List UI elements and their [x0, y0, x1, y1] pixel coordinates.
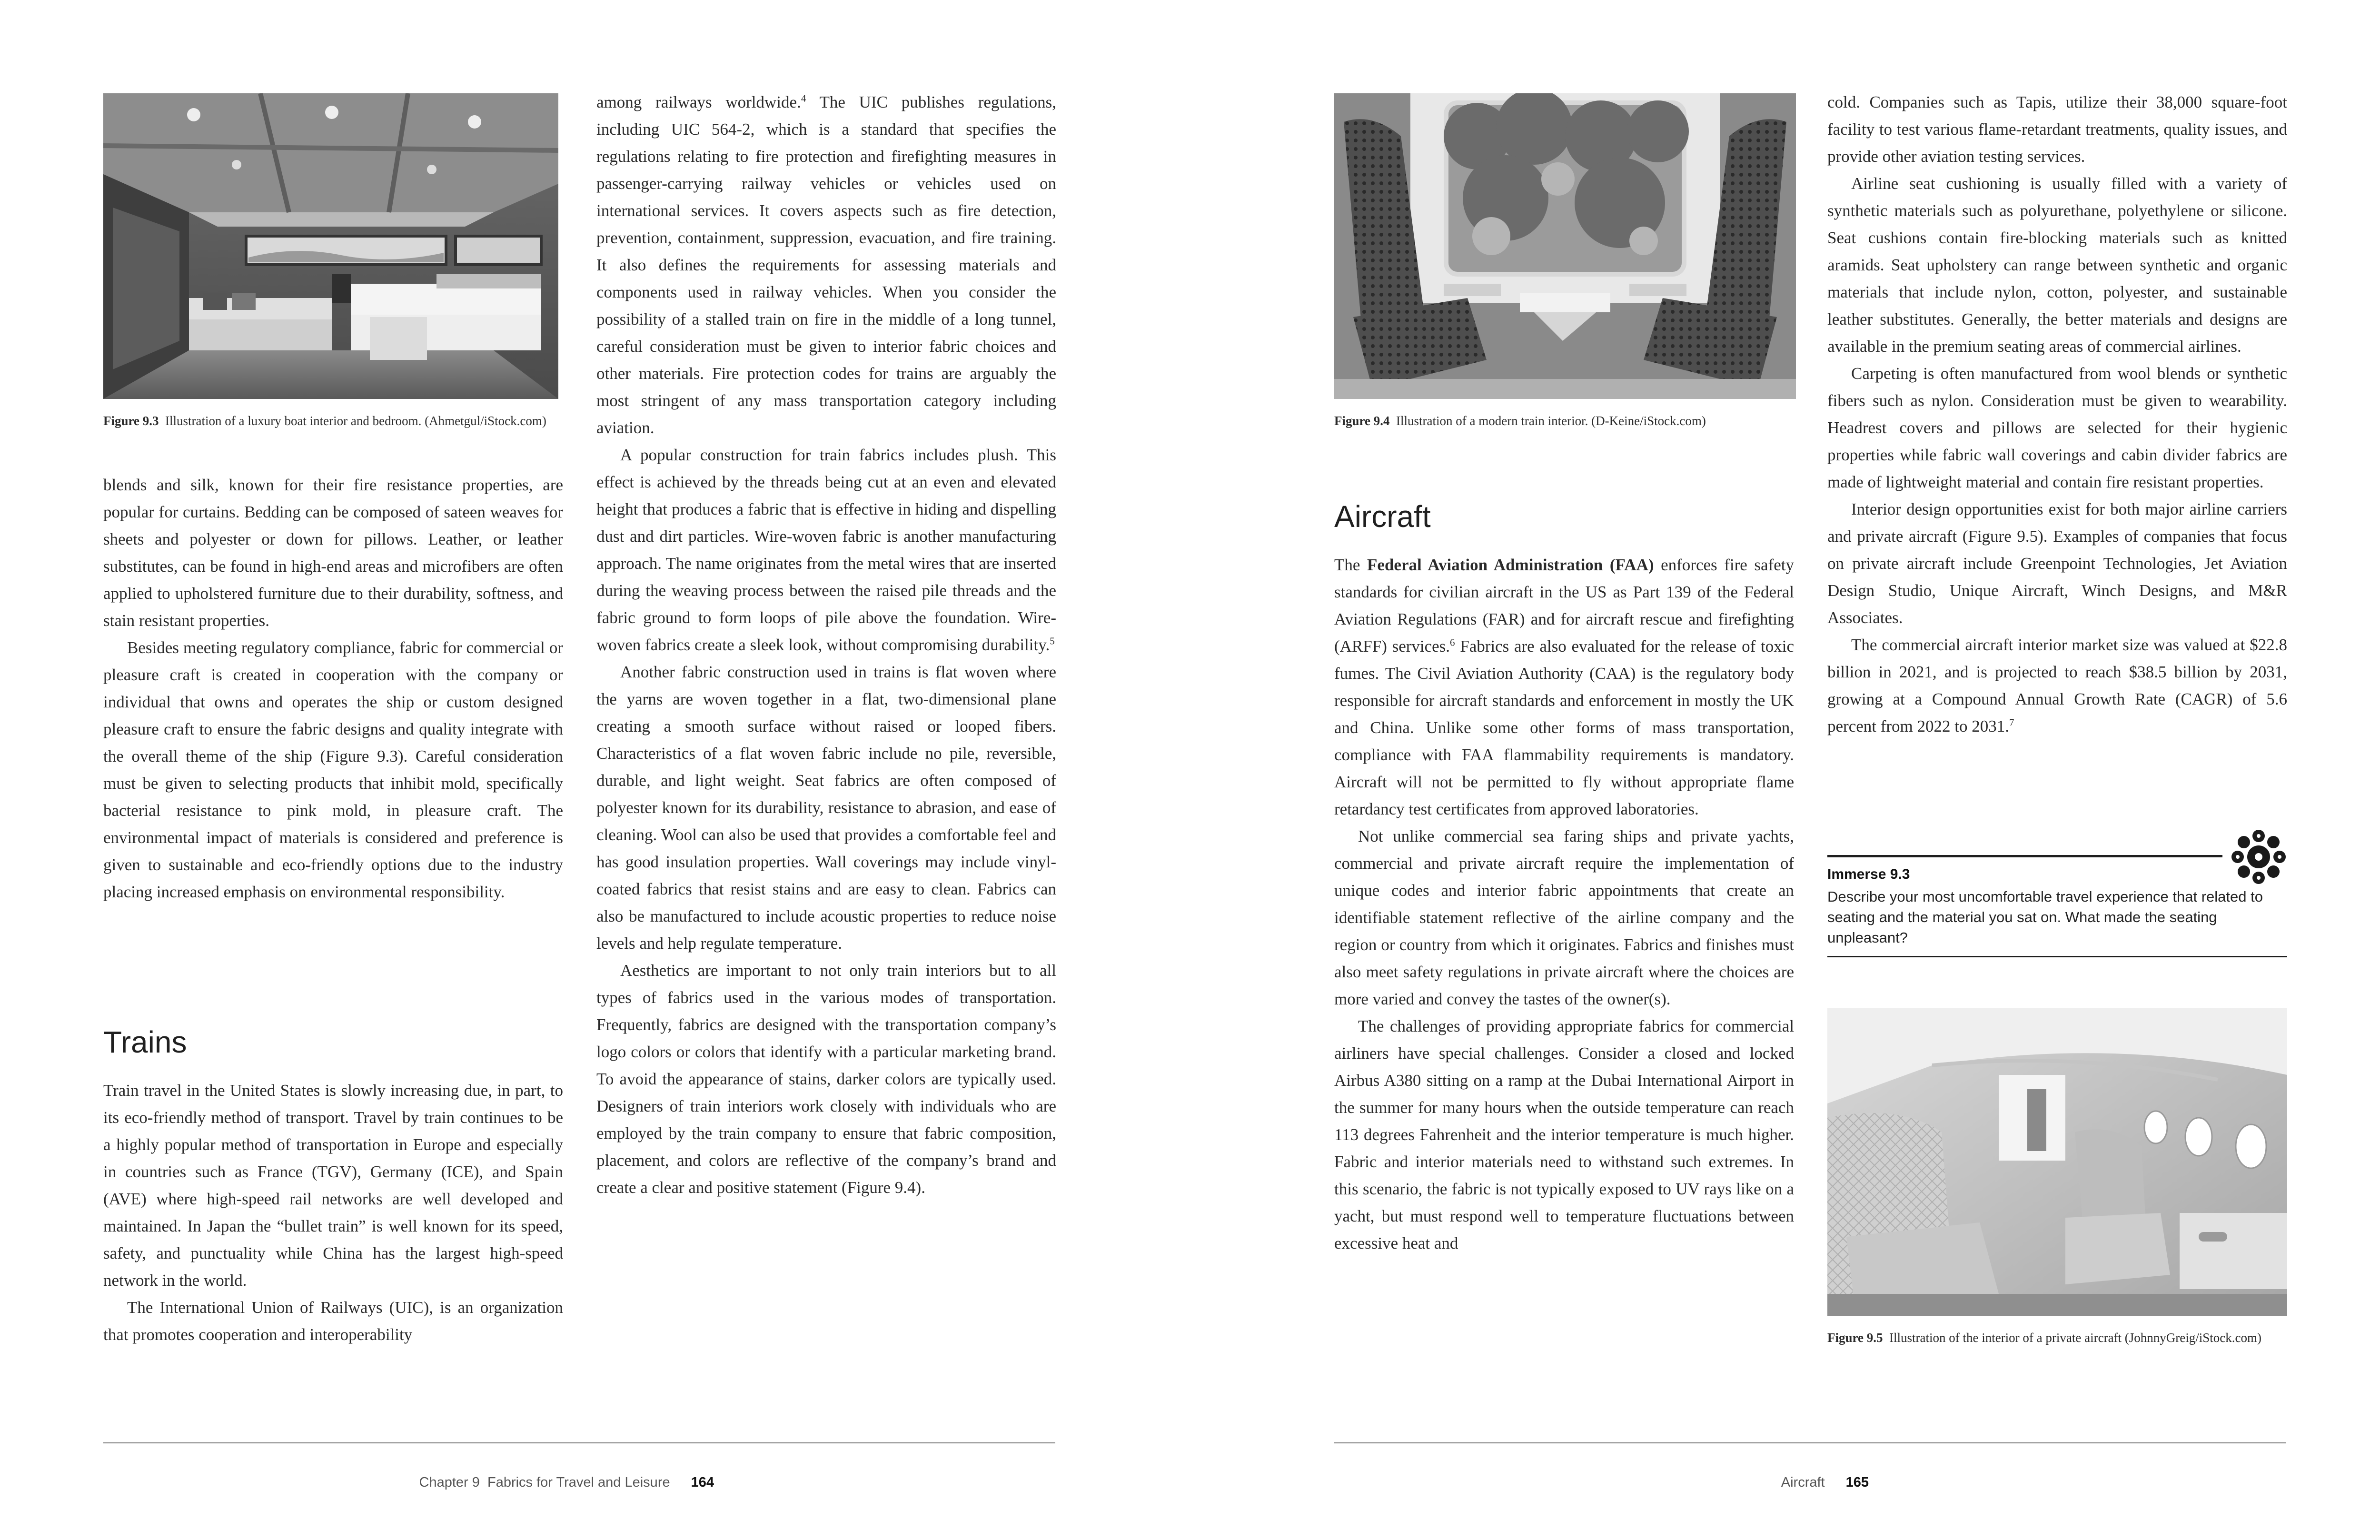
paragraph: among railways worldwide.$^4$ The UIC publishes regulations, including UIC 564-2, which is a standard that specifies the regulations relating to fire protection and firefighting measures in passenger-carrying railway vehicles or vehicles used on international services. It covers aspects such as fire detection, prevention, containment, suppression, evacuation, and fire training. It also defines the requirements for assessing materials and components used in railway vehicles. When you consider the possibility of a stalled train on fire in the middle of a long tunnel, careful consideration must be given to interior fabric choices and other materials. Fire protection codes for trains are arguably the most stringent of any mass transportation category including aviation. — [596, 92, 1056, 437]
figure-9-5-caption-text: Illustration of the interior of a private aircraft (JohnnyGreig/iStock.com) — [1889, 1331, 2261, 1345]
left-page-column-2 — [596, 89, 1056, 1201]
left-page-column-1-top — [103, 471, 563, 905]
paragraph: Interior design opportunities exist for both major airline carriers and private aircraft (Figure 9.5). Examples of companies that focus on private aircraft include Greenpoint Technologies, Jet Aviation Design Studio, Unique Aircraft, Winch Designs, and M&R Associates. — [1827, 500, 2287, 627]
paragraph: cold. Companies such as Tapis, utilize their 38,000 square-foot facility to test various flame-retardant treatments, quality issues, and provide other aviation testing services. — [1827, 93, 2287, 166]
paragraph: blends and silk, known for their fire resistance properties, are popular for curtains. Bedding can be composed of sateen weaves for sheets and polyester or down for pillows. Leather, or leather substitutes, can be found in high-end areas and microfibers are often applied to upholstered furniture due to their durability, softness, and stain resistant properties. — [103, 476, 563, 630]
paragraph: The challenges of providing appropriate fabrics for commercial airliners have special challenges. Consider a closed and locked Airbus A380 sitting on a ramp at the Dubai International Airport in the summer for many hours when the outside temperature can reach 113 degrees Fahrenheit and the interior temperature is much higher. Fabric and interior materials need to withstand such extremes. In this scenario, the fabric is not typically exposed to UV rays like on a yacht, but must respond well to temperature fluctuations between excessive heat and — [1334, 1017, 1794, 1252]
immerse-box — [1827, 828, 2287, 971]
footer-rule — [1334, 1442, 2286, 1443]
footer-rule — [103, 1442, 1055, 1443]
paragraph: The Federal Aviation Administration (FAA) enforces fire safety standards for civilian aircraft in the US as Part 139 of the Federal Aviation Regulations (FAR) and for aircraft rescue and firefighting (ARFF) services.$^6$ Fabrics are also evaluated for the release of toxic fumes. The Civil Aviation Authority (CAA) is the regulatory body responsible for aircraft standards and enforcement in mostly the UK and China. Unlike some other forms of mass transportation, compliance with FAA flammability requirements is mandatory. Aircraft will not be permitted to fly without appropriate flame retardancy test certificates from approved laboratories. — [1334, 556, 1794, 818]
paragraph: The International Union of Railways (UIC), is an organization that promotes cooperation and interoperability — [103, 1298, 563, 1344]
train-interior-illustration — [1334, 93, 1796, 399]
immerse-emblem-icon — [2230, 828, 2287, 885]
paragraph: Train travel in the United States is slowly increasing due, in part, to its eco-friendly method of transport. Travel by train continues to be a highly popular method of transportation in Europe and especially in countries such as France (TGV), Germany (ICE), and Spain (AVE) where high-speed rail networks are well developed and maintained. In Japan the “bullet train” is well known for its speed, safety, and punctuality while China has the largest high-speed network in the world. — [103, 1081, 563, 1290]
paragraph: Airline seat cushioning is usually filled with a variety of synthetic materials such as polyurethane, polyethylene or silicone. Seat cushions contain fire-blocking materials such as knitted aramids. Seat upholstery can range between synthetic and organic materials that include nylon, cotton, polyester, and sustainable leather substitutes. Generally, the better materials and designs are available in the premium seating areas of commercial airlines. — [1827, 174, 2287, 356]
left-page-column-1-bottom — [103, 1077, 563, 1348]
right-page — [1190, 0, 2380, 1540]
faa-term: Federal Aviation Administration (FAA) — [1367, 556, 1654, 574]
paragraph: Not unlike commercial sea faring ships and private yachts, commercial and private aircraft require the implementation of unique codes and interior fabric appointments that create an identifiable statement reflective of the airline company and the region or country from which it originates. Fabrics and finishes must also meet safety regulations in private aircraft where the choices are more varied and convey the tastes of the owner(s). — [1334, 827, 1794, 1008]
right-page-column-1 — [1334, 551, 1794, 1257]
figure-9-3-photo — [103, 93, 558, 399]
private-aircraft-interior-illustration — [1827, 1008, 2287, 1316]
paragraph: A popular construction for train fabrics includes plush. This effect is achieved by the threads being cut at an even and elevated height that produces a fabric that is effective in hiding and dispelling dust and dirt particles. Wire-woven fabric is another manufacturing approach. The name originates from the metal wires that are inserted during the weaving process between the raised pile threads and the fabric ground to form loops of pile above the foundation. Wire-woven fabrics create a sleek look, without compromising durability.$^5$ — [596, 446, 1056, 654]
footer-section-title: Aircraft — [1781, 1475, 1825, 1490]
footer-left — [396, 1459, 714, 1506]
paragraph: Another fabric construction used in trains is flat woven where the yarns are woven together in a flat, two-dimensional plane creating a smooth surface without raised or looped fibers. Characteristics of a flat woven fabric include no pile, reversible, durable, and light weight. Seat fabrics are often composed of polyester known for its durability, resistance to abrasion, and ease of cleaning. Wool can also be used that provides a comfortable feel and has good insulation properties. Wall coverings may include vinyl-coated fabrics that resist stains and are easy to clean. Fabrics can also be manufactured to include acoustic properties to reduce noise levels and help regulate temperature. — [596, 663, 1056, 953]
figure-9-3-caption — [103, 412, 551, 429]
footer-chapter-title: Chapter 9 Fabrics for Travel and Leisure — [419, 1475, 670, 1490]
figure-9-5-photo — [1827, 1008, 2287, 1316]
figure-9-4-caption — [1334, 412, 1786, 429]
page-number: 165 — [1845, 1475, 1869, 1490]
figure-9-4-caption-text: Illustration of a modern train interior. (D-Keine/iStock.com) — [1396, 414, 1706, 428]
paragraph: Aesthetics are important to not only train interiors but to all types of fabrics used in the various modes of transportation. Frequently, fabrics are designed with the transportation company’s logo colors or colors that identify with a particular marketing brand. To avoid the appearance of stains, darker colors are typically used. Designers of train interiors work closely with individuals who are employed by the train company to ensure that fabric composition, placement, and colors are reflective of the company’s brand and create a clear and positive statement (Figure 9.4). — [596, 961, 1056, 1197]
section-heading-aircraft: Aircraft — [1334, 499, 1431, 534]
page-number: 164 — [691, 1475, 714, 1490]
paragraph: The commercial aircraft interior market size was valued at $22.8 billion in 2021, and is projected to reach $38.5 billion by 2031, growing at a Compound Annual Growth Rate (CAGR) of 5.6 percent from 2022 to 2031.$^7$ — [1827, 636, 2287, 735]
immerse-title: Immerse 9.3 — [1827, 866, 1910, 882]
figure-9-4-photo — [1334, 93, 1796, 399]
paragraph: Besides meeting regulatory compliance, fabric for commercial or pleasure craft is created in cooperation with the company or individual that owns and operates the ship or custom designed pleasure craft to ensure the fabric designs and quality integrate with the overall theme of the ship (Figure 9.3). Careful consideration must be given to selecting products that inhibit mold, specifically bacterial resistance to pink mold, in pleasure craft. The environmental impact of materials is considered and preference is given to sustainable and eco-friendly options due to the industry placing increased emphasis on environmental responsibility. — [103, 638, 563, 901]
immerse-top-rule — [1827, 855, 2222, 857]
footer-right — [1759, 1459, 1869, 1506]
right-page-column-2 — [1827, 89, 2287, 740]
section-heading-trains: Trains — [103, 1025, 187, 1059]
immerse-prompt: Describe your most uncomfortable travel experience that related to seating and the material you sat on. What made the seating unpleasant? — [1827, 888, 2263, 946]
paragraph: Carpeting is often manufactured from wool blends or synthetic fibers such as nylon. Consideration must be given to wearability. Headrest covers and pillows are selected for their hygienic properties while fabric wall coverings and cabin divider fabrics are made of lightweight material and contain fire resistant properties. — [1827, 364, 2287, 491]
figure-9-4-label: Figure 9.4 — [1334, 414, 1390, 428]
figure-9-3-label: Figure 9.3 — [103, 414, 159, 428]
immerse-bottom-rule — [1827, 956, 2287, 957]
luxury-boat-bedroom-illustration — [103, 93, 558, 399]
figure-9-5-label: Figure 9.5 — [1827, 1331, 1883, 1345]
figure-9-3-caption-text: Illustration of a luxury boat interior and bedroom. (Ahmetgul/iStock.com) — [165, 414, 546, 428]
figure-9-5-caption — [1827, 1329, 2287, 1346]
